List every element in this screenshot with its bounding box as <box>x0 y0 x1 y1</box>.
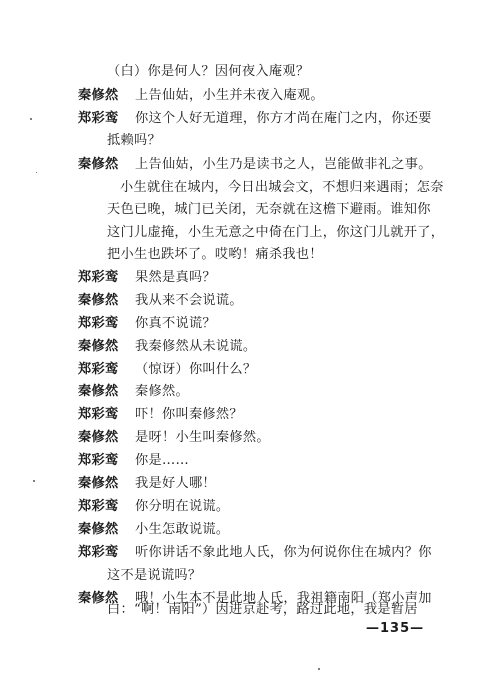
page-number: —135— <box>366 621 425 636</box>
line-text: 小生怎敢说谎。 <box>135 522 230 537</box>
speaker-name: 秦修然 <box>78 293 119 308</box>
speaker-name: 秦修然 <box>78 88 119 103</box>
line-text: （白）你是何人？因何夜入庵观？ <box>107 64 310 79</box>
speaker-name: 秦修然 <box>78 591 119 606</box>
line-text: 秦修然。 <box>135 384 189 399</box>
speaker-name: 郑彩鸾 <box>78 362 119 377</box>
speaker-name: 秦修然 <box>78 339 119 354</box>
line-text: 是呀！小生叫秦修然。 <box>135 430 270 445</box>
scan-speck <box>33 480 35 482</box>
line-text: 把小生也跌坏了。哎哟！痛杀我也！ <box>107 247 323 262</box>
line-text: 上告仙姑，小生并未夜入庵观。 <box>135 88 324 103</box>
line-text: 这门儿虚掩，小生无意之中倚在门上，你这门儿就开了， <box>107 225 445 240</box>
line-text: 天色已晚，城门已关闭，无奈就在这檐下避雨。谁知你 <box>107 202 431 217</box>
line-text: （惊讶）你叫什么？ <box>135 362 257 377</box>
speaker-name: 郑彩鸾 <box>78 407 119 422</box>
line-text: 上告仙姑，小生乃是读书之人，岂能做非礼之事。 <box>135 157 432 172</box>
line-text: 你真不说谎？ <box>135 316 216 331</box>
speaker-name: 秦修然 <box>78 157 119 172</box>
speaker-name: 秦修然 <box>78 430 119 445</box>
speaker-name: 秦修然 <box>78 522 119 537</box>
line-text: 抵赖吗？ <box>107 133 161 148</box>
speaker-name: 郑彩鸾 <box>78 270 119 285</box>
speaker-name: 秦修然 <box>78 384 119 399</box>
line-text: 哦！小生本不是此地人氏，我祖籍南阳（郑小声加 <box>135 591 432 606</box>
line-text: 你是…… <box>135 453 189 468</box>
scan-speck <box>36 172 37 173</box>
line-text: 我秦修然从未说谎。 <box>135 339 257 354</box>
line-text: 吓！你叫秦修然？ <box>135 407 243 422</box>
speaker-name: 郑彩鸾 <box>78 316 119 331</box>
line-text: 我从来不会说谎。 <box>135 293 243 308</box>
line-text: 你分明在说谎。 <box>135 499 230 514</box>
line-text: 白：“啊！南阳”）因进京赴考，路过此地，我是暂居 <box>107 602 418 617</box>
line-text: 小生就住在城内，今日出城会文，不想归来遇雨；怎奈 <box>120 180 444 195</box>
scan-speck <box>318 668 320 670</box>
line-text: 听你讲话不象此地人氏，你为何说你住在城内？你 <box>135 545 432 560</box>
line-text: 我是好人哪！ <box>135 476 216 491</box>
speaker-name: 郑彩鸾 <box>78 453 119 468</box>
line-text: 这不是说谎吗？ <box>107 568 202 583</box>
speaker-name: 郑彩鸾 <box>78 499 119 514</box>
speaker-name: 郑彩鸾 <box>78 111 119 126</box>
speaker-name: 郑彩鸾 <box>78 545 119 560</box>
line-text: 你这个人好无道理，你方才尚在庵门之内，你还要 <box>135 111 432 126</box>
scan-speck <box>30 118 32 120</box>
line-text: 果然是真吗？ <box>135 270 216 285</box>
speaker-name: 秦修然 <box>78 476 119 491</box>
